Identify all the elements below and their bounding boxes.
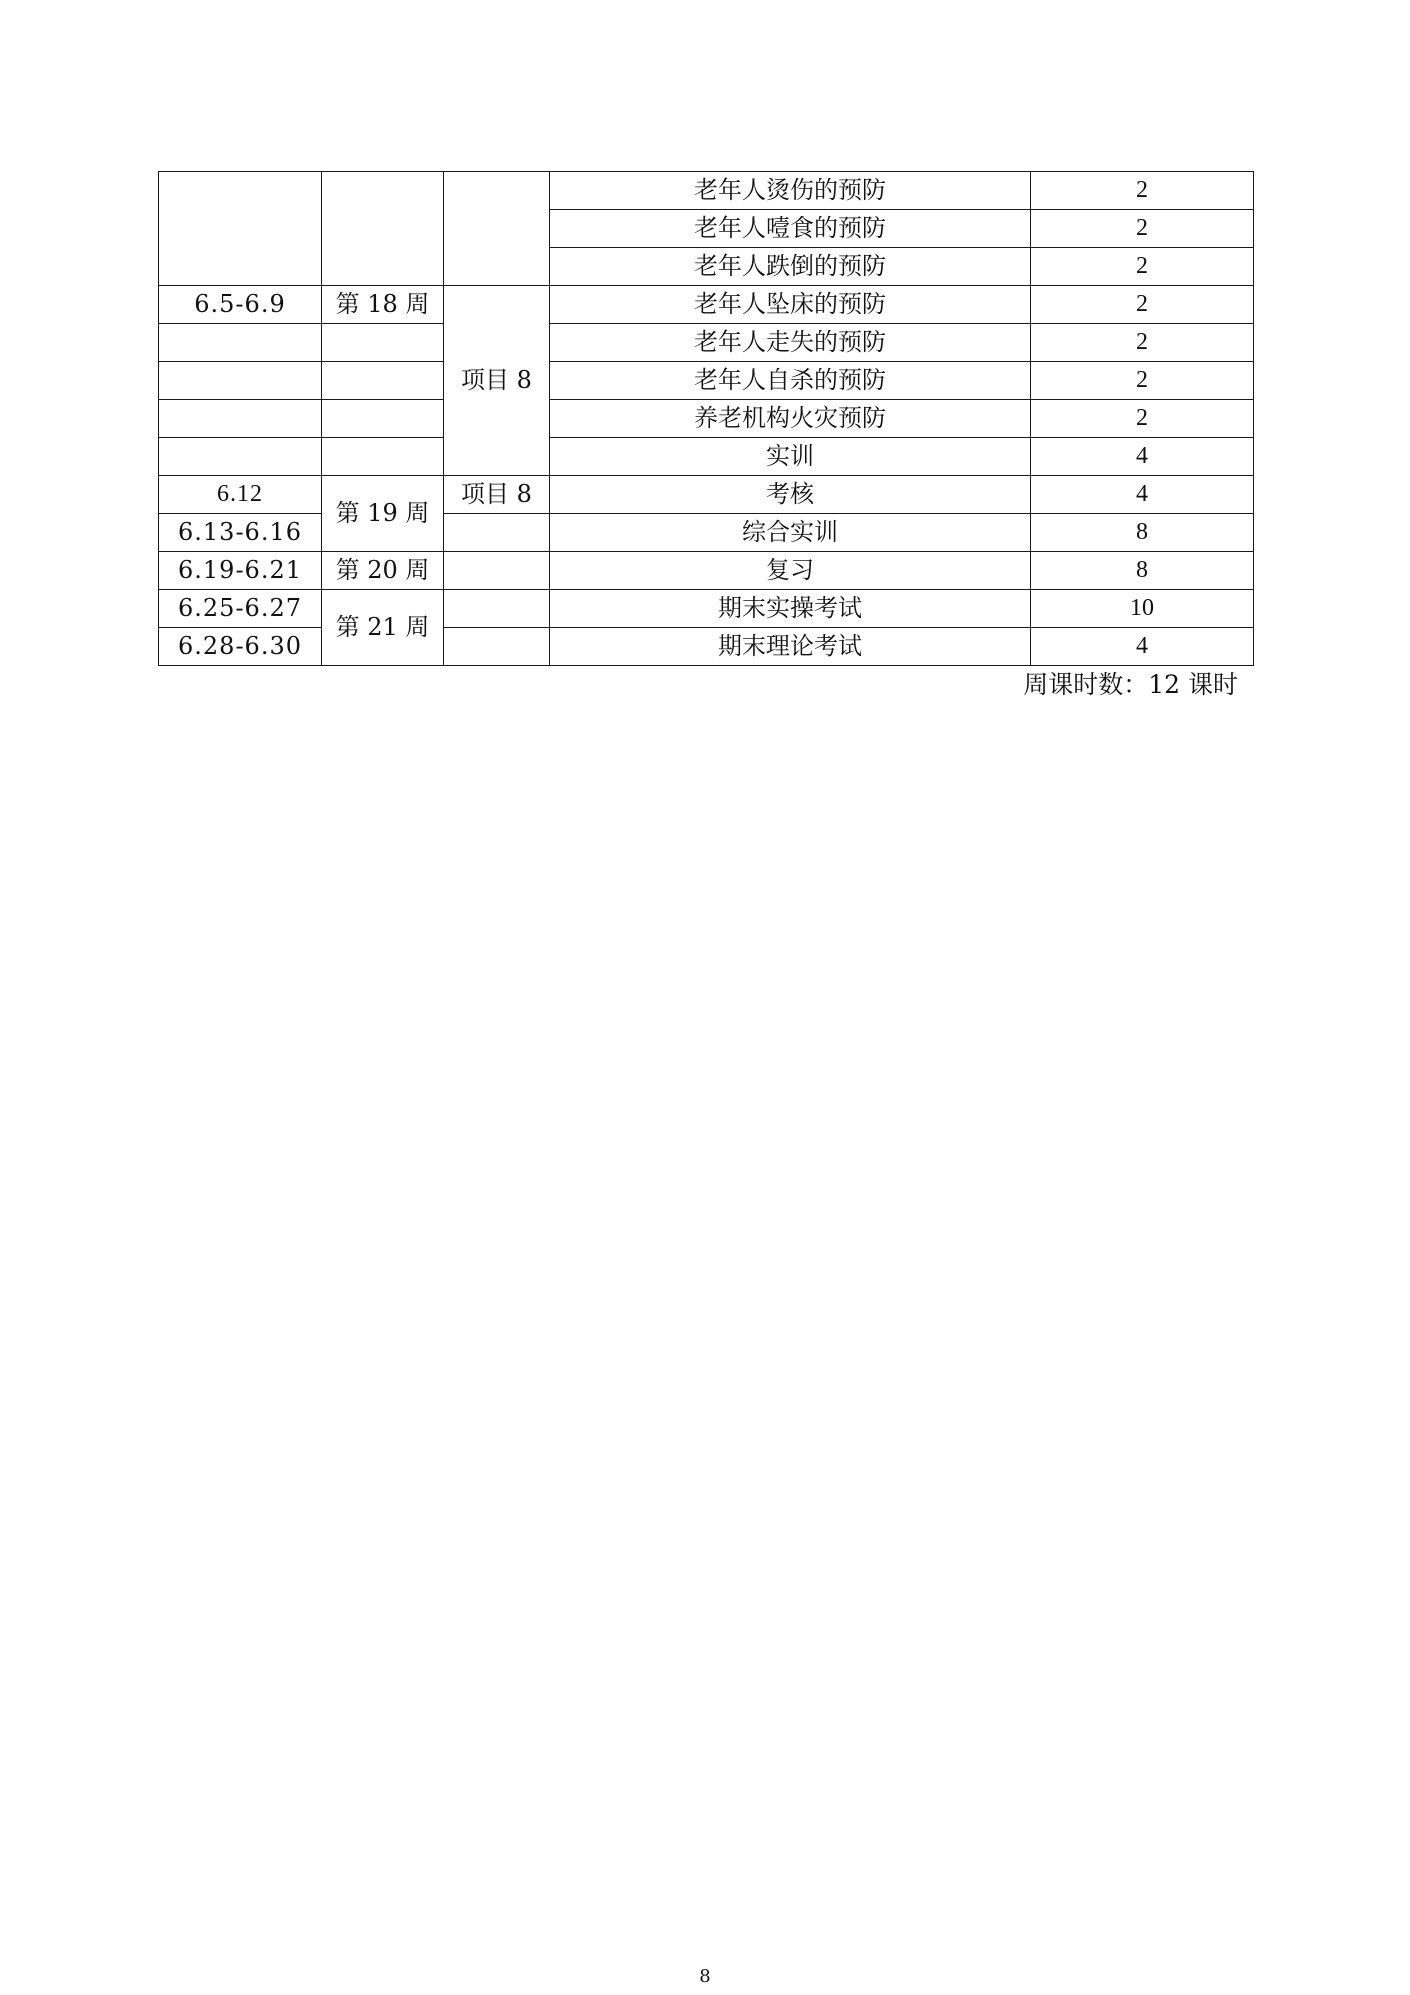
project-cell: 项目 8	[444, 286, 550, 476]
content-cell: 老年人噎食的预防	[550, 210, 1031, 248]
table-row	[159, 362, 1254, 400]
table-row	[159, 552, 1254, 590]
hours-cell: 2	[1031, 210, 1254, 248]
table-row	[159, 438, 1254, 476]
date-cell: 6.25-6.27	[159, 590, 322, 628]
date-cell	[159, 324, 322, 362]
content-cell: 老年人自杀的预防	[550, 362, 1031, 400]
table-row	[159, 172, 1254, 210]
week-cell	[322, 362, 444, 400]
schedule-table	[158, 171, 1254, 666]
content-cell: 期末实操考试	[550, 590, 1031, 628]
content-cell: 考核	[550, 476, 1031, 514]
date-cell	[159, 172, 322, 286]
week-cell	[322, 324, 444, 362]
date-cell: 6.5-6.9	[159, 286, 322, 324]
date-cell: 6.19-6.21	[159, 552, 322, 590]
hours-cell: 2	[1031, 400, 1254, 438]
project-cell	[444, 628, 550, 666]
table-row	[159, 324, 1254, 362]
content-cell: 养老机构火灾预防	[550, 400, 1031, 438]
content-cell: 老年人烫伤的预防	[550, 172, 1031, 210]
week-cell: 第 19 周	[322, 476, 444, 552]
hours-cell: 8	[1031, 552, 1254, 590]
content-cell: 综合实训	[550, 514, 1031, 552]
hours-cell: 2	[1031, 248, 1254, 286]
content-cell: 期末理论考试	[550, 628, 1031, 666]
table-row	[159, 286, 1254, 324]
hours-cell: 2	[1031, 286, 1254, 324]
hours-cell: 4	[1031, 438, 1254, 476]
content-cell: 复习	[550, 552, 1031, 590]
hours-cell: 4	[1031, 628, 1254, 666]
date-cell	[159, 400, 322, 438]
date-cell: 6.13-6.16	[159, 514, 322, 552]
hours-cell: 2	[1031, 324, 1254, 362]
date-cell: 6.28-6.30	[159, 628, 322, 666]
hours-cell: 8	[1031, 514, 1254, 552]
content-cell: 实训	[550, 438, 1031, 476]
page-number: 8	[699, 1966, 711, 1987]
hours-cell: 10	[1031, 590, 1254, 628]
project-cell	[444, 172, 550, 286]
week-cell	[322, 172, 444, 286]
project-cell	[444, 514, 550, 552]
hours-cell: 4	[1031, 476, 1254, 514]
table-row	[159, 590, 1254, 628]
week-cell: 第 20 周	[322, 552, 444, 590]
hours-cell: 2	[1031, 172, 1254, 210]
week-cell	[322, 438, 444, 476]
hours-cell: 2	[1031, 362, 1254, 400]
project-cell: 项目 8	[444, 476, 550, 514]
table-row	[159, 476, 1254, 514]
date-cell	[159, 362, 322, 400]
date-cell: 6.12	[159, 476, 322, 514]
week-cell: 第 21 周	[322, 590, 444, 666]
content-cell: 老年人跌倒的预防	[550, 248, 1031, 286]
project-cell	[444, 590, 550, 628]
week-cell: 第 18 周	[322, 286, 444, 324]
project-cell	[444, 552, 550, 590]
weekly-hours-summary: 周课时数：12 课时	[1023, 670, 1238, 699]
content-cell: 老年人坠床的预防	[550, 286, 1031, 324]
content-cell: 老年人走失的预防	[550, 324, 1031, 362]
week-cell	[322, 400, 444, 438]
date-cell	[159, 438, 322, 476]
table-row	[159, 400, 1254, 438]
